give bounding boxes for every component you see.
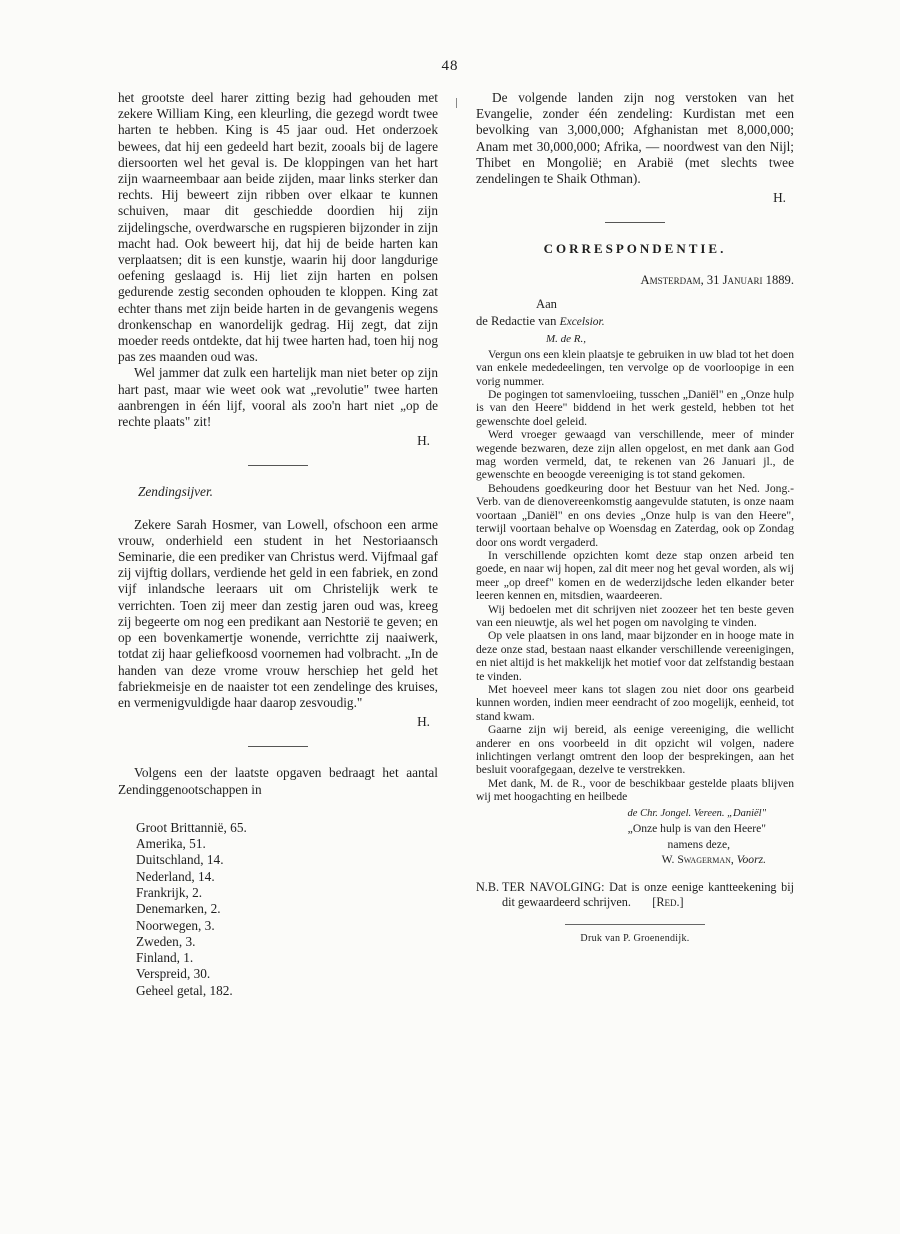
list-item: Amerika, 51. <box>136 836 206 852</box>
letter-paragraph: Met hoeveel meer kans tot slagen zou niet door ons gearbeid kunnen worden, indien meer eendracht of zoo mogelijk, eenheid, tot stand kwam. <box>476 682 794 723</box>
list-item: Noorwegen, 3. <box>136 917 215 933</box>
stats-intro-paragraph: Volgens een der laatste opgaven bedraagt het aantal Zendinggenootschappen in <box>118 765 438 797</box>
address-redactie <box>476 313 794 331</box>
unreached-countries-paragraph: De volgende landen zijn nog verstoken van het Evangelie, zonder één zendeling: Kurdistan met een bevolking van 3,000,000; Afghanistan met 8,000,000; Anam met 30,000,000; Afrika, — noordwest van den Nijl; Thibet en Mongolië; en Arabië (met slechts twee zendelingen te Shaik Othman). <box>476 90 794 187</box>
letter-paragraph: Vergun ons een klein plaatsje te gebruiken in uw blad tot het doen van enkele mededeelingen, ten vervolge op de voorloopige in een vorig nummer. <box>476 347 794 388</box>
letter-paragraph: Behoudens goedkeuring door het Bestuur van het Ned. Jong.-Verb. van de dienovereenkomstig aangevulde statuten, is onze naam voortaan „Daniël" en ons devies „Onze hulp is van den Heere", terwijl voortaan behalve op Woensdag en Zaterdag, ook op Zondag door ons wordt vergaderd. <box>476 481 794 549</box>
column-rule <box>456 98 457 108</box>
letter-paragraph: In verschillende opzichten komt deze stap onzen arbeid ten goede, en naar wij hopen, zal dit meer nog het geval worden, als wij meer „op dreef" komen en de wederzijdsche leden elkander beter leeren kennen en, mitsdien, waardeeren. <box>476 548 794 603</box>
letter-paragraph: Werd vroeger gewaagd van verschillende, meer of minder wegende bezwaren, deze zijn allen opgelost, en met dank aan God mag worden vermeld, dat, te rekenen van 26 Januari jl., de gewenschte en beoogde vereeniging is tot stand gekomen. <box>476 428 794 482</box>
printer-imprint: Druk van P. Groenendijk. <box>580 933 690 945</box>
editor-note <box>476 880 794 910</box>
signature: H. <box>417 714 430 730</box>
letter-paragraph: Gaarne zijn wij bereid, als eenige vereeniging, die wellicht anderer en ons voorbeeld in dit opzicht wil volgen, nadere inlichtingen verlangt omtrent den loop der besprekingen, aan het besluit voorafgegaan, dezelve te verstrekken. <box>476 723 794 777</box>
list-item: Denemarken, 2. <box>136 901 221 917</box>
section-title-zendingsijver: Zendingsijver. <box>138 484 213 500</box>
list-item: Geheel getal, 182. <box>136 982 233 998</box>
note-editor-mark: [Red.] <box>652 895 684 910</box>
list-item: Duitschland, 14. <box>136 852 224 868</box>
closing-motto: „Onze hulp is van den Heere" <box>627 822 766 836</box>
king-paragraph: het grootste deel harer zitting bezig had gehouden met zekere William King, een kleurling, die gezegd wordt twee harten te hebben. King is 45 jaar oud. Het onderzoek bewees, dat hij een gedeeld hart bezit, zooals bij de lagere diersoorten wel het geval is. De kloppingen van het hart zijn waarneembaar aan beide zijden, maar links sterker dan rechts. Hij beweert zijn ribben over elkaar te kunnen schuiven, maar dit geschiedde doordien hij zijn zijdelingsche, overdwarsche en rugspieren bijzonder in zijn macht had. Ook beweert hij, dat hij de beide harten kan verplaatsen; dit is een kunstje, waarin hij door langdurige oefening geslaagd is. Hij liet zijn harten en polsen gedurende zestig seconden ophouden te kloppen. King zat echter thans met zijn beide harten in de gevangenis wegens dronkenschap en wanordelijk gedrag. Hij zegt, dat zijn moeder reeds ontdekte, dat hij twee harten had, toen hij nog pas zes maanden oud was. <box>118 90 438 365</box>
right-column <box>476 90 794 947</box>
note-text: TER NAVOLGING: Dat is onze eenige kantteekening bij dit gewaardeerd schrijven. <box>502 880 794 910</box>
signer-name: W. Swagerman, <box>661 853 734 867</box>
list-item: Nederland, 14. <box>136 868 215 884</box>
note-label: N.B. <box>476 880 500 895</box>
closing-signer <box>476 852 766 868</box>
note-body <box>502 880 794 910</box>
king-comment-paragraph: Wel jammer dat zulk een hartelijk man niet beter op zijn hart past, maar wie weet ook wat „revolutie" twee harten aanbrengen in één lijf, vooral als zoo'n hart niet „op de rechte plaats" zit! <box>118 365 438 430</box>
separator-rule <box>605 222 665 223</box>
list-item: Frankrijk, 2. <box>136 884 203 900</box>
list-item: Verspreid, 30. <box>136 966 211 982</box>
page-number: 48 <box>441 58 459 74</box>
dateline: Amsterdam, 31 Januari 1889. <box>640 272 794 287</box>
letter-paragraph: Op vele plaatsen in ons land, maar bijzonder en in hooge mate in deze onze stad, bestaan naast elkander verschillende vereenigingen, en niet altijd is het makkelijk het motief voor dat zelfstandig bestaan te vinden. <box>476 629 794 683</box>
signature: H. <box>773 190 786 206</box>
separator-rule <box>248 746 308 747</box>
letter-paragraph: Wij bedoelen met dit schrijven niet zoozeer het ten beste geven van een nieuwtje, als wel het pogen om navolging te vinden. <box>476 602 794 629</box>
letter-address <box>476 296 794 348</box>
signer-role: Voorz. <box>736 853 766 867</box>
left-column <box>118 90 438 999</box>
stats-list <box>136 820 438 999</box>
letter-paragraph: De pogingen tot samenvloeiing, tusschen „Daniël" en „Onze hulp is van den Heere" biddend in het werk gesteld, hebben tot het gewenschte doel geleid. <box>476 388 794 428</box>
closing-association: de Chr. Jongel. Vereen. „Daniël" <box>627 807 766 819</box>
address-redactie-name: Excelsior. <box>559 315 605 328</box>
letter-closing <box>476 806 794 868</box>
address-salutation: M. de R., <box>546 332 587 345</box>
letter-body <box>476 348 794 804</box>
signature: H. <box>417 433 430 449</box>
section-title-correspondentie: CORRESPONDENTIE. <box>543 241 727 257</box>
address-aan: Aan <box>536 296 557 311</box>
list-item: Groot Brittannië, 65. <box>136 819 247 835</box>
letter-paragraph: Met dank, M. de R., voor de beschikbaar gestelde plaats blijven wij met hoogachting en heilbede <box>476 776 794 804</box>
address-redactie-prefix: de Redactie van <box>476 313 560 328</box>
zending-paragraph: Zekere Sarah Hosmer, van Lowell, ofschoon een arme vrouw, onderhield een student in het Nestoriaansch Seminarie, die een prediker van Christus werd. Vijfmaal gaf zij vijftig dollars, verdiende het geld in een fabriek, en zond vijf inlandsche leeraars uit om Christelijk werk te verrichten. Toen zij meer dan zestig jaren oud was, kreeg zij begeerte om nog een predikant aan Nestorië te geven; en op een bovenkamertje wonende, verrichtte zij naaiwerk, totdat zij haar geliefkoosd voornemen had volbracht. „In de handen van deze vrome vrouw herschiep het geld het fabriekmeisje en de naaister tot een zendelinge des kruises, en vermenigvuldigde haar daarop zesvoudig." <box>118 516 438 710</box>
separator-rule <box>248 465 308 466</box>
list-item: Zweden, 3. <box>136 933 196 949</box>
separator-rule <box>565 924 705 925</box>
list-item: Finland, 1. <box>136 950 194 966</box>
closing-on-behalf: namens deze, <box>667 837 730 851</box>
